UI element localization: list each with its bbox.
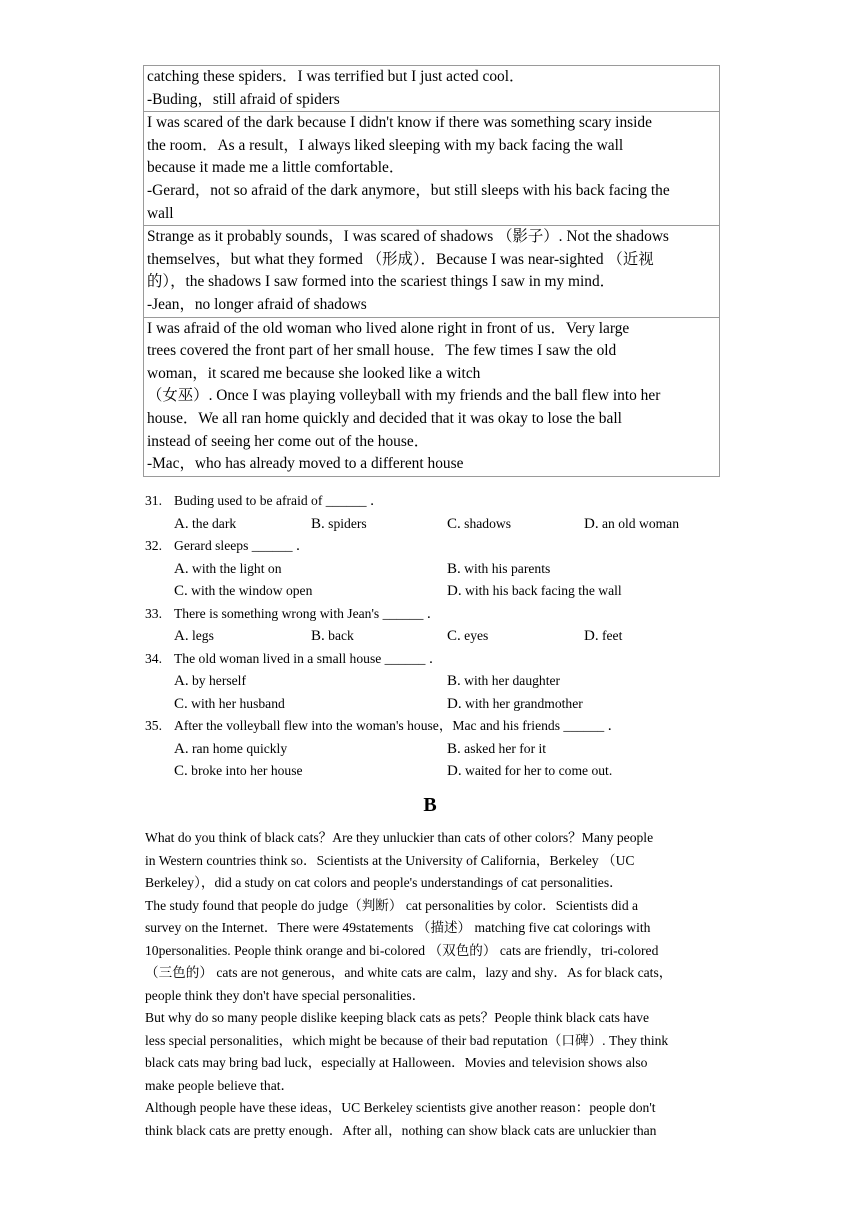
answer-option xyxy=(174,693,285,716)
question-stem: Gerard sleeps ______ ． xyxy=(174,538,310,553)
story-line: because it made me a little comfortable． xyxy=(147,159,405,177)
passage-line: Berkeley），did a study on cat colors and people's understandings of cat personalities． xyxy=(145,875,623,890)
option-letter: D. xyxy=(447,583,462,599)
option-letter: A. xyxy=(174,740,189,757)
option-letter: C. xyxy=(447,628,461,644)
story-line: instead of seeing her come out of the house． xyxy=(147,432,430,450)
option-text: eyes xyxy=(464,628,489,643)
option-letter: D. xyxy=(584,515,599,532)
option-letter: A. xyxy=(174,673,189,689)
story-cell xyxy=(144,111,719,225)
option-row xyxy=(145,580,725,603)
story-line: woman，it scared me because she looked like a witch xyxy=(147,364,481,382)
story-line: （女巫）. Once I was playing volleyball with my friends and the ball flew into her xyxy=(147,387,661,405)
story-cell xyxy=(144,317,719,476)
passage-line: The study found that people do judge（判断） cat personalities by color．Scientists did a xyxy=(145,897,639,913)
answer-option xyxy=(447,513,511,536)
answer-option xyxy=(311,513,367,536)
story-cell xyxy=(144,225,719,316)
option-text: broke into her house xyxy=(191,763,303,778)
option-row xyxy=(145,625,725,648)
answer-option xyxy=(584,513,679,536)
story-line: 的），the shadows I saw formed into the scariest things I saw in my mind． xyxy=(147,273,616,291)
answer-option xyxy=(447,580,622,603)
passage-line: What do you think of black cats？Are they unluckier than cats of other colors？Many people xyxy=(145,830,654,845)
option-row xyxy=(145,760,725,783)
passage-line: in Western countries think so．Scientists at the University of California，Berkeley （UC xyxy=(145,852,635,868)
answer-option xyxy=(584,625,622,648)
option-letter: A. xyxy=(174,515,189,532)
answer-option xyxy=(447,693,583,716)
question xyxy=(145,535,725,558)
question xyxy=(145,603,725,626)
option-letter: D. xyxy=(584,628,599,644)
option-text: by herself xyxy=(192,673,246,688)
passage-line: less special personalities，which might be because of their bad reputation（口碑）. They think xyxy=(145,1032,669,1048)
question-number: 35. xyxy=(145,718,162,733)
passage-line: make people believe that． xyxy=(145,1077,295,1093)
question xyxy=(145,715,725,738)
option-letter: C. xyxy=(447,515,461,532)
passage-line: black cats may bring bad luck，especially at Halloween．Movies and television shows also xyxy=(145,1055,648,1070)
option-letter: B. xyxy=(447,740,461,757)
question-stem: Buding used to be afraid of ______ ． xyxy=(174,493,384,508)
option-text: legs xyxy=(192,628,214,643)
question-stem: The old woman lived in a small house ______ ． xyxy=(174,650,443,666)
story-line: Strange as it probably sounds，I was scared of shadows （影子）. Not the shadows xyxy=(147,228,669,246)
answer-option xyxy=(174,760,303,783)
answer-option xyxy=(447,558,550,581)
story-line: -Gerard，not so afraid of the dark anymore，but still sleeps with his back facing the xyxy=(147,181,670,199)
question xyxy=(145,490,725,513)
story-line: wall xyxy=(147,204,174,222)
passage-line: survey on the Internet．There were 49statements （描述） matching five cat colorings with xyxy=(145,920,651,935)
question-number: 32. xyxy=(145,538,162,553)
answer-option xyxy=(447,738,546,761)
passage-line: 10personalities. People think orange and bi-colored （双色的） cats are friendly，tri-colored xyxy=(145,942,659,958)
option-letter: C. xyxy=(174,583,188,599)
option-text: asked her for it xyxy=(464,740,547,756)
option-letter: D. xyxy=(447,695,462,712)
answer-option xyxy=(447,760,612,783)
story-line: -Mac，who has already moved to a different house xyxy=(147,455,464,473)
story-table xyxy=(143,65,720,477)
option-text: with her grandmother xyxy=(465,695,583,711)
option-letter: B. xyxy=(311,515,325,532)
option-letter: B. xyxy=(447,560,461,577)
passage-line: But why do so many people dislike keeping black cats as pets？People think black cats have xyxy=(145,1010,649,1025)
option-text: back xyxy=(328,628,354,643)
passage-line: people think they don't have special personalities． xyxy=(145,987,426,1003)
story-line: I was afraid of the old woman who lived alone right in front of us．Very large xyxy=(147,319,630,337)
option-text: with the light on xyxy=(192,560,282,576)
option-text: with his back facing the wall xyxy=(465,583,622,598)
question-number: 34. xyxy=(145,650,162,666)
section-heading: B xyxy=(423,794,437,816)
question-stem: After the volleyball flew into the woman's house，Mac and his friends ______ ． xyxy=(174,718,622,733)
story-line: catching these spiders．I was terrified but I just acted cool． xyxy=(147,68,525,85)
answer-option xyxy=(311,625,354,648)
option-text: ran home quickly xyxy=(192,740,288,756)
reading-passage xyxy=(145,827,725,1142)
option-row xyxy=(145,693,725,716)
option-text: an old woman xyxy=(602,515,680,531)
story-line: house．We all ran home quickly and decided that it was okay to lose the ball xyxy=(147,409,622,427)
answer-option xyxy=(174,738,287,761)
answer-option xyxy=(447,670,560,693)
option-text: the dark xyxy=(192,515,237,531)
question-stem: There is something wrong with Jean's ______ ． xyxy=(174,605,441,621)
question-number: 31. xyxy=(145,493,162,508)
option-letter: C. xyxy=(174,763,188,779)
answer-option xyxy=(174,513,236,536)
option-letter: D. xyxy=(447,763,462,779)
option-row xyxy=(145,558,725,581)
answer-option xyxy=(447,625,488,648)
option-letter: B. xyxy=(447,673,461,689)
passage-line: （三色的） cats are not generous，and white cats are calm，lazy and shy．As for black cats， xyxy=(145,965,673,980)
option-text: with the window open xyxy=(191,583,313,598)
option-text: with her husband xyxy=(191,695,285,711)
question-list xyxy=(145,490,725,783)
option-text: shadows xyxy=(464,515,511,531)
answer-option xyxy=(174,625,214,648)
question xyxy=(145,648,725,671)
option-text: spiders xyxy=(328,515,367,531)
option-letter: B. xyxy=(311,628,325,644)
option-text: feet xyxy=(602,628,623,643)
option-row xyxy=(145,738,725,761)
story-line: themselves，but what they formed （形成）．Because I was near-sighted （近视 xyxy=(147,250,654,268)
option-letter: C. xyxy=(174,695,188,712)
passage-line: think black cats are pretty enough．After all，nothing can show black cats are unluckier than xyxy=(145,1122,657,1138)
option-text: with her daughter xyxy=(464,673,561,688)
answer-option xyxy=(174,580,312,603)
question-number: 33. xyxy=(145,605,162,621)
option-row xyxy=(145,513,725,536)
option-letter: A. xyxy=(174,628,189,644)
story-line: I was scared of the dark because I didn't know if there was something scary inside xyxy=(147,114,652,132)
option-row xyxy=(145,670,725,693)
story-line: -Buding，still afraid of spiders xyxy=(147,90,340,108)
story-line: -Jean，no longer afraid of shadows xyxy=(147,295,367,313)
story-line: trees covered the front part of her small house．The few times I saw the old xyxy=(147,342,617,360)
passage-line: Although people have these ideas，UC Berkeley scientists give another reason：people don't xyxy=(145,1100,656,1115)
answer-option xyxy=(174,558,282,581)
story-cell xyxy=(144,66,719,111)
option-text: waited for her to come out. xyxy=(465,763,613,778)
option-letter: A. xyxy=(174,560,189,577)
answer-option xyxy=(174,670,246,693)
option-text: with his parents xyxy=(464,560,551,576)
story-line: the room．As a result，I always liked sleeping with my back facing the wall xyxy=(147,136,624,154)
